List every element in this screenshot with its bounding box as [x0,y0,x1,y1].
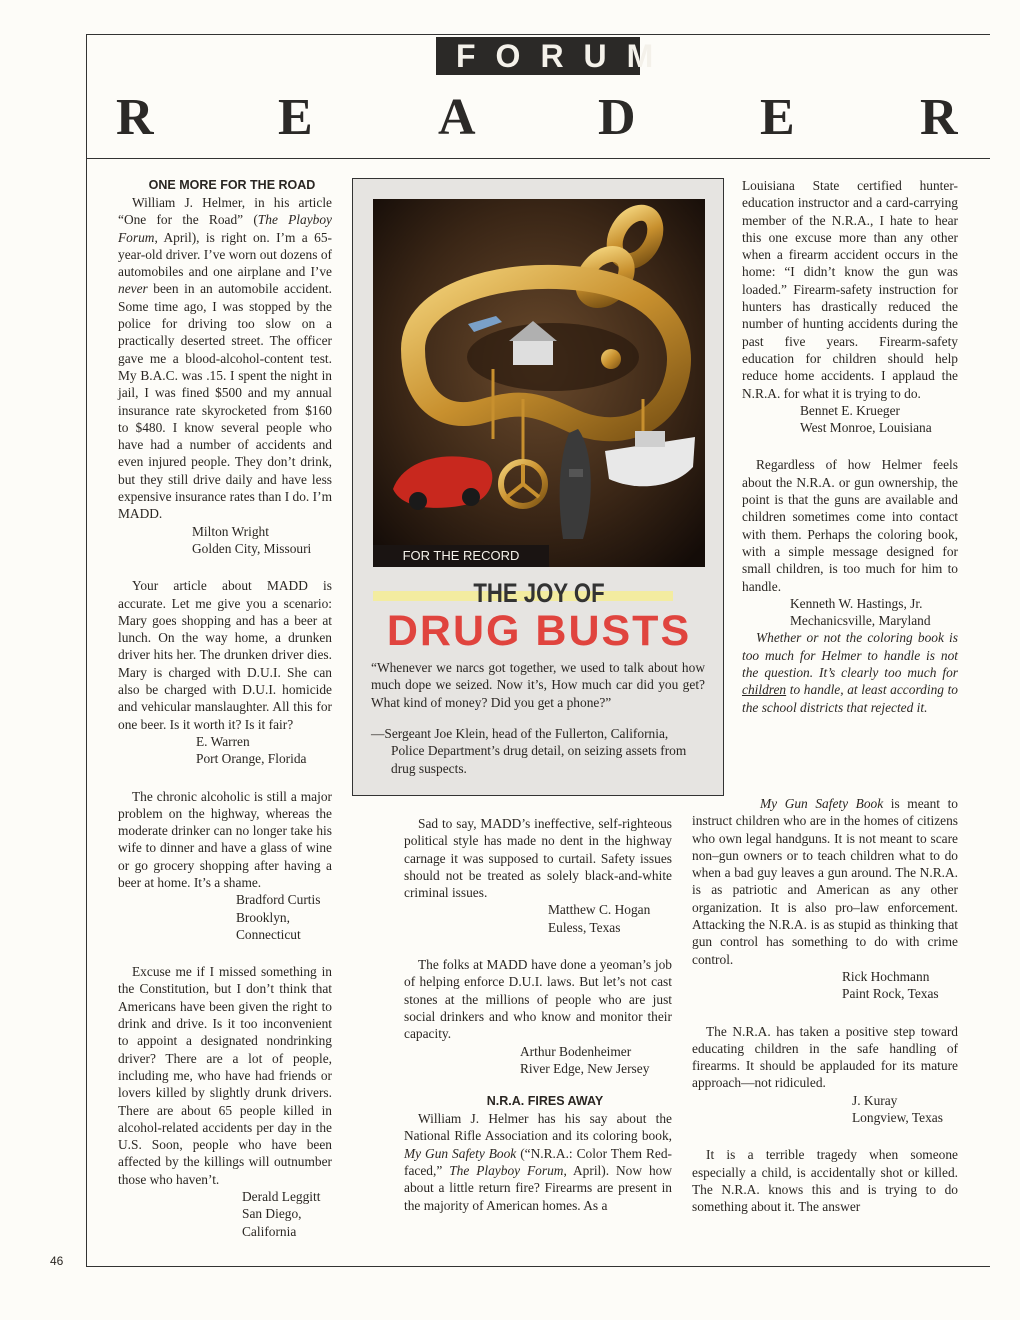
author-name: Bradford Curtis [236,892,321,908]
column-3 [742,177,958,716]
article-heading: N.R.A. FIRES AWAY [486,1094,604,1109]
column-1 [118,177,332,1240]
author-name: E. Warren [196,733,250,749]
title-letter: E [278,89,313,146]
author-place: Paint Rock, Texas [842,986,939,1002]
author-name: Bennet E. Krueger [800,402,901,418]
letter-signature [692,968,958,1003]
illustration-svg [373,199,705,567]
column-2 [404,815,672,1214]
frame-left-rule [86,34,87,1266]
letter-signature [404,901,672,936]
sidebar-headline-large: DRUG BUSTS [386,607,692,655]
letter-body: Sad to say, MADD’s ineffective, self-righteous political style has made no dent in the highway carnage it was supposed to curtail. Safety issues should not be treated as solely black-and-white criminal issues. [404,816,672,901]
column-4 [692,795,958,1216]
author-place: West Monroe, Louisiana [800,420,932,436]
letter-body: The N.R.A. has taken a positive step toward educating children in the safe handling of firearms. It should be applauded for its mature approach—not ridiculed. [692,1023,958,1091]
author-place: Port Orange, Florida [196,751,307,767]
letter-signature [118,523,332,558]
article-heading: ONE MORE FOR THE ROAD [148,178,316,192]
sidebar-quote: “Whenever we narcs got together, we used to talk about how much dope we seized. Now it’s, How much car did you get? What kind of money? Did you get a phone?” [371,660,705,710]
letter-body: Your article about MADD is accurate. Let me give you a scenario: Mary goes shopping and has a beer at lunch. On the way home, a drunken driver hits her. The drunken driver dies. Mary is charged with D.U.I. She can also be charged with D.U.I. homicide and vehicular manslaughter. All this for one beer. Is it worth it? Is it fair? [118,578,332,732]
letter-body: William J. Helmer, in his article “One for the Road” (The Playboy Forum, April), is right on. I’m a 65-year-old driver. I’ve worn out dozens of automobiles and one airplane and I’ve never been in an automobile accident. Some time ago, I was stopped by the police for driving too slow on a practically deserted street. The officer gave me a blood-alcohol-content test. My B.A.C. was .15. I spent the night in jail, I was fined $500 and my annual insurance rate skyrocketed from $160 to $480. I know several people who have had a number of accidents and even injured people. They don’t drink, but they still drive daily and have less expensive insurance rates than I do. I’m MADD. [118,195,332,522]
letter-body: Excuse me if I missed something in the Constitution, but I don’t think that Americans have been given the right to drink and drive. Is it too inconvenient to appoint a designated nondrinking driver? There are a lot of people, including me, who have had friends or lovers killed by slightly drunk drivers. There are about 65 people killed in alcohol-related accidents per day in the U.S. Soon, people who have been affected by the killings will outnumber those who haven’t. [118,964,332,1187]
author-place: Brooklyn, Connecticut [236,909,301,942]
sidebar-label: FOR THE RECORD [373,545,549,567]
frame-top-rule [86,34,990,35]
header-rule [86,158,990,159]
author-place: Longview, Texas [852,1110,943,1126]
sidebar-attribution: —Sergeant Joe Klein, head of the Fullerton, California, Police Department’s drug detail, on seizing assets from drug suspects. [371,726,687,776]
author-name: Milton Wright [192,523,269,539]
title-letter: R [116,89,154,146]
page-number: 46 [50,1254,64,1268]
letter-body: It is a terrible tragedy when someone especially a child, is accidentally shot or killed. The N.R.A. knows this and is trying to do something about it. The answer [692,1147,958,1215]
section-label: FORUM [436,37,640,75]
letter-signature [742,402,958,437]
letter-signature [118,891,332,943]
sidebar-headline: THE JOY OF [473,578,605,608]
handcuff-illustration [373,199,705,567]
frame-bottom-rule [86,1266,990,1267]
author-name: Arthur Bodenheimer [520,1043,632,1059]
letter-body: My Gun Safety Book is meant to instruct children who are in the homes of citizens who own legal handguns. It is not meant to scare non–gun owners or to teach children what to do when a bad guy leaves a gun around. The N.R.A. is as patriotic and American as any other organization. It is also pro–law enforcement. Attacking the N.R.A. is as stupid as thinking that gun control has something to do with crime control. [692,796,959,967]
author-name: Matthew C. Hogan [548,902,651,918]
title-letter: R [920,89,958,146]
letter-signature [692,1092,958,1127]
author-place: River Edge, New Jersey [520,1060,650,1076]
author-name: Derald Leggitt [242,1189,321,1205]
letter-signature [118,1188,332,1240]
title-letter: A [438,89,476,146]
letter-body: Louisiana State certified hunter-education instructor and a card-carrying member of the N.R.A., I hate to hear this one excuse more than any other when a firearm accident occurs in the home: “I didn’t know the gun was loaded.” Firearm-safety instruction for hunters has drastically reduced the number of hunting accidents during the past five years. Firearm-safety education for children should help reduce home accidents. I applaud the N.R.A. for what it is trying to do. [742,178,958,401]
letter-body: Regardless of how Helmer feels about the N.R.A. or gun ownership, the point is that the guns are available and children sometimes come into contact with them. Perhaps the coloring book, with a simple message designed for small children, is too much for him to handle. [742,457,958,594]
for-the-record-sidebar [352,178,724,796]
letter-body: The chronic alcoholic is still a major problem on the highway, whereas the moderate drinker can no longer take his wife to dinner and have a glass of wine or go grocery shopping after having a beer at home. It’s a shame. [118,788,332,890]
letter-signature [404,1043,672,1078]
title-letter: E [760,89,795,146]
letter-body: William J. Helmer has his say about the National Rifle Association and its coloring book, My Gun Safety Book (“N.R.A.: Color Them Red-faced,” The Playboy Forum, April). Now how about a little return fire? Firearms are present in the majority of American homes. As a [404,1111,673,1213]
author-place: San Diego, California [242,1206,302,1239]
author-place: Golden City, Missouri [192,540,312,556]
author-place: Euless, Texas [548,919,621,935]
author-name: Rick Hochmann [842,968,930,984]
letter-signature [742,595,958,630]
author-place: Mechanicsville, Maryland [790,613,931,629]
author-name: Kenneth W. Hastings, Jr. [790,595,923,611]
editor-reply: Whether or not the coloring book is too much for Helmer to handle is not the question. It’s clearly too much for children to handle, at least according to the school districts that rejected it. [742,630,958,715]
author-name: J. Kuray [852,1092,898,1108]
letter-signature [118,733,332,768]
letter-body: The folks at MADD have done a yeoman’s job of helping enforce D.U.I. laws. But let’s not cast stones at the millions of people who are just social drinkers and who know and monitor their capacity. [404,957,672,1042]
title-letter: D [598,89,636,146]
